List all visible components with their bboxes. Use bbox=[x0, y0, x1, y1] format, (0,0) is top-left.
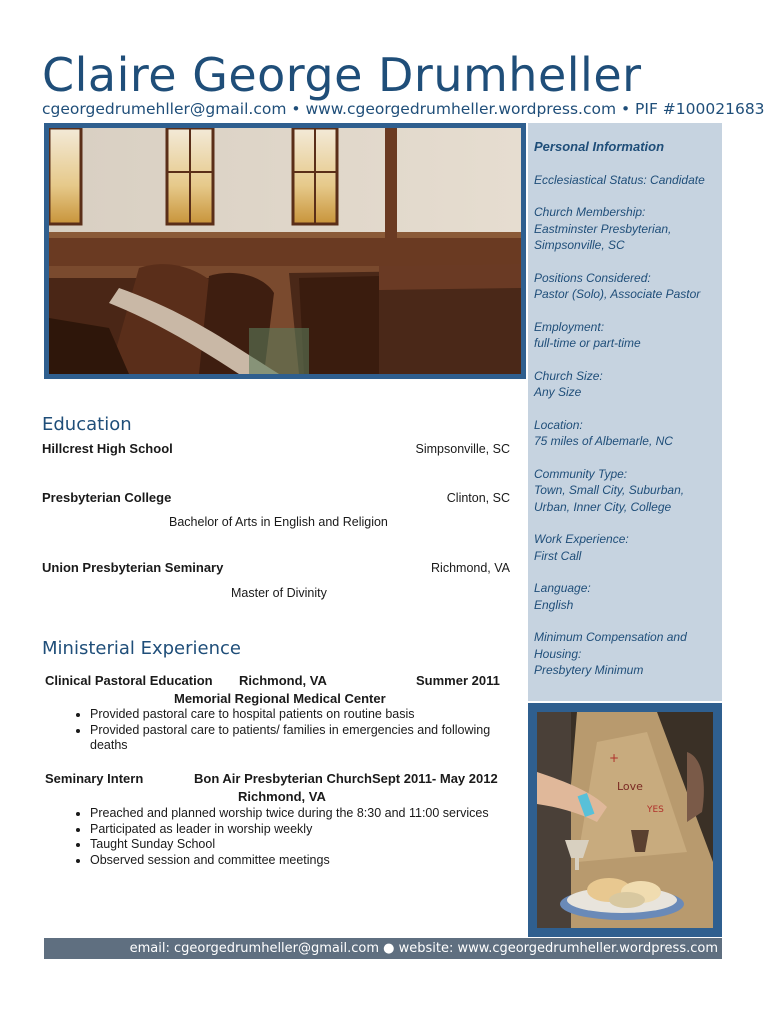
school-name: Presbyterian College bbox=[42, 490, 172, 505]
church-interior-photo bbox=[44, 123, 526, 379]
exp-bullets bbox=[60, 806, 520, 868]
list-item: • Taught Sunday School bbox=[90, 837, 520, 853]
exp-org: Memorial Regional Medical Center bbox=[174, 691, 386, 706]
sidebar-item: Ecclesiastical Status: Candidate bbox=[534, 172, 705, 187]
communion-photo bbox=[528, 703, 722, 937]
list-item: • Participated as leader in worship weekly bbox=[90, 822, 520, 838]
list-item: • Preached and planned worship twice during the 8:30 and 11:00 services bbox=[90, 806, 520, 822]
degree: Master of Divinity bbox=[231, 586, 327, 600]
svg-text:Love: Love bbox=[617, 780, 643, 793]
sidebar-item: Employment: full-time or part-time bbox=[534, 319, 641, 350]
education-heading: Education bbox=[42, 414, 132, 435]
school-location: Clinton, SC bbox=[446, 491, 510, 505]
sidebar-item: Church Size: Any Size bbox=[534, 368, 603, 399]
contact-line: cgeorgedrumehller@gmail.com • www.cgeorgedrumheller.wordpress.com • PIF #100021683 bbox=[42, 100, 765, 118]
sidebar-item: Community Type: Town, Small City, Suburban, Urban, Inner City, College bbox=[534, 466, 685, 514]
exp-org-dates: Bon Air Presbyterian ChurchSept 2011- May 2012 bbox=[194, 771, 498, 786]
sidebar-item: Minimum Compensation and Housing: Presbytery Minimum bbox=[534, 630, 687, 677]
personal-info-sidebar bbox=[528, 123, 722, 701]
list-item: • Provided pastoral care to patients/ families in emergencies and following deaths bbox=[90, 723, 520, 754]
sidebar-item: Positions Considered: Pastor (Solo), Associate Pastor bbox=[534, 270, 701, 301]
sidebar-item: Location: 75 miles of Albemarle, NC bbox=[534, 417, 673, 448]
exp-dates: Summer 2011 bbox=[416, 673, 500, 688]
degree: Bachelor of Arts in English and Religion bbox=[169, 515, 388, 529]
exp-bullets bbox=[60, 707, 520, 754]
sidebar-title: Personal Information bbox=[534, 139, 665, 154]
exp-city: Richmond, VA bbox=[238, 789, 326, 804]
list-item: • Observed session and committee meetings bbox=[90, 853, 520, 869]
exp-city: Richmond, VA bbox=[239, 673, 327, 688]
list-item: • Provided pastoral care to hospital patients on routine basis bbox=[90, 707, 520, 723]
sidebar-item: Work Experience: First Call bbox=[534, 532, 629, 563]
svg-text:YES: YES bbox=[647, 805, 664, 815]
school-name: Hillcrest High School bbox=[42, 441, 173, 456]
sidebar-item: Language: English bbox=[534, 581, 591, 612]
school-location: Simpsonville, SC bbox=[415, 442, 510, 456]
school-location: Richmond, VA bbox=[431, 561, 510, 575]
footer-contact: email: cgeorgedrumheller@gmail.com ● website: www.cgeorgedrumheller.wordpress.com bbox=[129, 941, 718, 956]
experience-heading: Ministerial Experience bbox=[42, 638, 241, 659]
exp-role: Clinical Pastoral Education bbox=[45, 673, 213, 688]
svg-text:+: + bbox=[609, 751, 620, 765]
candidate-name: Claire George Drumheller bbox=[42, 48, 642, 102]
footer-bar bbox=[44, 938, 722, 959]
sidebar-item: Church Membership: Eastminster Presbyterian, Simpsonville, SC bbox=[534, 205, 672, 252]
exp-role: Seminary Intern bbox=[45, 771, 144, 786]
school-name: Union Presbyterian Seminary bbox=[42, 560, 224, 575]
